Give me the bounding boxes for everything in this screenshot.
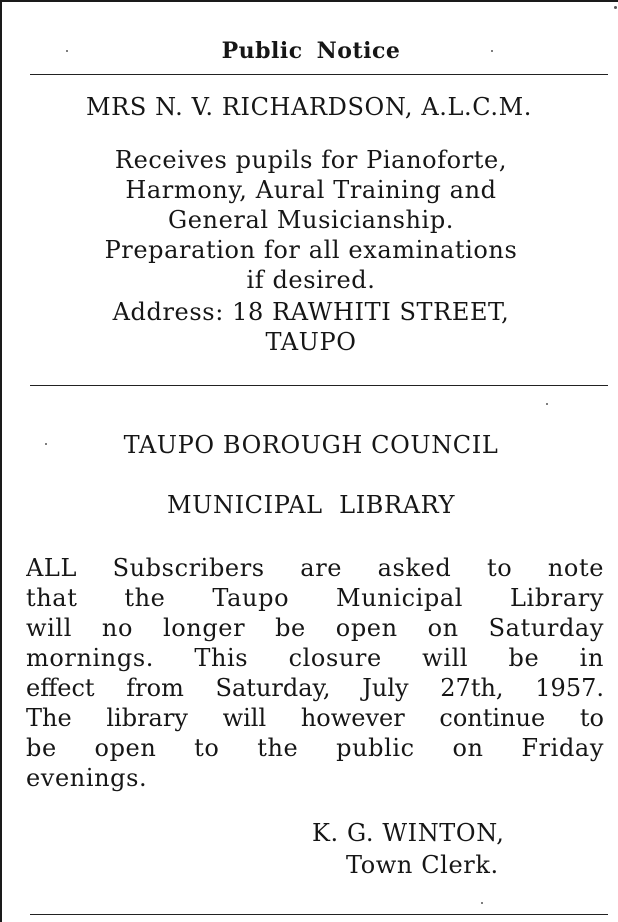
signature-name: K. G. WINTON, xyxy=(312,819,505,847)
notice1-line-5: if desired. xyxy=(246,266,376,294)
notice2-line-2: that the Taupo Municipal Library xyxy=(26,584,604,612)
print-speck xyxy=(66,50,68,52)
notice2-line-8: evenings. xyxy=(26,764,148,792)
notice1-line-3: General Musicianship. xyxy=(167,206,455,234)
signature-title: Town Clerk. xyxy=(346,851,499,879)
notice1-line-4: Preparation for all examinations xyxy=(104,236,518,264)
notice1-line-2: Harmony, Aural Training and xyxy=(125,176,497,204)
notice1-address: Address: 18 RAWHITI STREET, xyxy=(112,298,510,326)
library-heading: MUNICIPAL LIBRARY xyxy=(166,491,456,519)
notice2-line-5: effect from Saturday, July 27th, 1957. xyxy=(26,674,604,702)
rule-between-notices xyxy=(30,385,608,386)
bottom-rule xyxy=(30,914,608,915)
print-speck xyxy=(546,403,548,405)
print-speck xyxy=(614,6,617,9)
notice2-line-1: ALL Subscribers are asked to note xyxy=(26,554,604,582)
notice1-town: TAUPO xyxy=(265,328,357,356)
council-heading: TAUPO BOROUGH COUNCIL xyxy=(123,431,499,459)
print-speck xyxy=(481,902,483,904)
print-speck xyxy=(45,443,47,445)
print-speck xyxy=(491,50,493,52)
teacher-name: MRS N. V. RICHARDSON, A.L.C.M. xyxy=(85,93,533,121)
notice2-line-7: be open to the public on Friday xyxy=(26,734,604,762)
notice2-line-4: mornings. This closure will be in xyxy=(26,644,604,672)
notice2-line-6: The library will however continue to xyxy=(26,704,604,732)
public-notice-heading xyxy=(2,38,618,64)
notice2-line-3: will no longer be open on Saturday xyxy=(26,614,604,642)
notice1-line-1: Receives pupils for Pianoforte, xyxy=(114,146,508,174)
heading-word-1: Public xyxy=(221,38,303,64)
heading-word-2: Notice xyxy=(316,38,401,64)
rule-under-heading xyxy=(30,74,608,75)
